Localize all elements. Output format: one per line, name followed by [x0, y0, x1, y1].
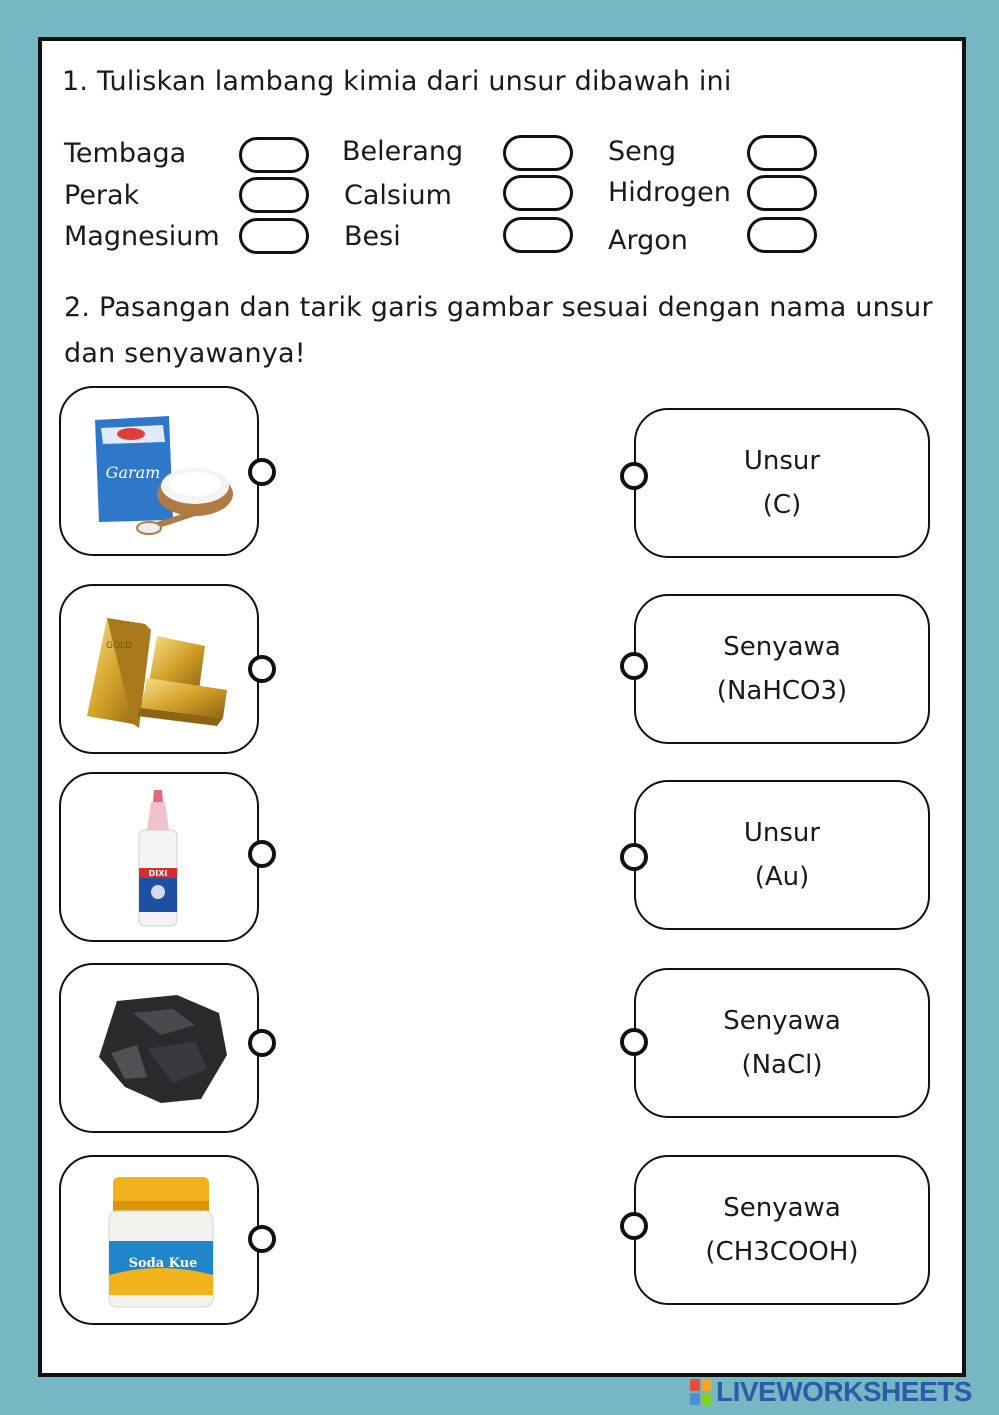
liveworksheets-brand[interactable]: [690, 1376, 972, 1408]
connector-right-1[interactable]: [620, 462, 648, 490]
picture-card-baking-soda: [59, 1155, 259, 1325]
element-label-hidrogen: Hidrogen: [608, 177, 731, 208]
connector-right-5[interactable]: [620, 1212, 648, 1240]
element-label-seng: Seng: [608, 136, 677, 167]
answer-card-type: Senyawa: [723, 1193, 841, 1223]
liveworksheets-logo-icon: [690, 1379, 712, 1405]
baking-soda-jar-icon: [77, 1171, 237, 1311]
answer-box-magnesium[interactable]: [239, 218, 309, 254]
answer-card-type: Senyawa: [723, 632, 841, 662]
answer-box-tembaga[interactable]: [239, 137, 309, 173]
answer-card-type: Unsur: [743, 446, 821, 476]
connector-left-1[interactable]: [248, 458, 276, 486]
element-label-tembaga: Tembaga: [64, 138, 187, 169]
element-label-magnesium: Magnesium: [64, 221, 220, 252]
connector-left-3[interactable]: [248, 840, 276, 868]
picture-card-charcoal: [59, 963, 259, 1133]
vinegar-label-text: DIXI: [148, 869, 168, 878]
answer-card-4: [634, 968, 930, 1118]
connector-right-4[interactable]: [620, 1028, 648, 1056]
connector-left-2[interactable]: [248, 655, 276, 683]
answer-card-type: Unsur: [743, 818, 821, 848]
connector-left-4[interactable]: [248, 1029, 276, 1057]
answer-card-2: [634, 594, 930, 744]
salt-package-icon: [77, 402, 237, 542]
question-2-title-line2: dan senyawanya!: [64, 338, 306, 369]
answer-card-formula: (CH3COOH): [705, 1237, 859, 1267]
picture-card-salt: [59, 386, 259, 556]
answer-box-seng[interactable]: [747, 135, 817, 171]
answer-card-formula: (NaCl): [741, 1050, 823, 1080]
answer-card-formula: (NaHCO3): [716, 676, 848, 706]
connector-right-2[interactable]: [620, 652, 648, 680]
answer-card-formula: (C): [762, 490, 802, 520]
gold-bars-icon: [77, 600, 237, 740]
element-label-belerang: Belerang: [342, 136, 464, 167]
answer-box-besi[interactable]: [503, 217, 573, 253]
answer-box-perak[interactable]: [239, 177, 309, 213]
answer-card-type: Senyawa: [723, 1006, 841, 1036]
answer-box-argon[interactable]: [747, 217, 817, 253]
answer-card-formula: (Au): [754, 862, 810, 892]
gold-bar-text: GOLD: [105, 641, 133, 651]
answer-card-3: [634, 780, 930, 930]
connector-left-5[interactable]: [248, 1225, 276, 1253]
question-2-title-line1: 2. Pasangan dan tarik garis gambar sesuai dengan nama unsur: [64, 292, 933, 323]
picture-card-gold: [59, 584, 259, 754]
answer-box-hidrogen[interactable]: [747, 175, 817, 211]
connector-right-3[interactable]: [620, 843, 648, 871]
element-label-perak: Perak: [64, 180, 140, 211]
salt-package-text: Garam: [105, 463, 161, 482]
element-label-argon: Argon: [608, 225, 688, 256]
answer-box-belerang[interactable]: [503, 135, 573, 171]
question-1-title: 1. Tuliskan lambang kimia dari unsur dibawah ini: [62, 66, 732, 97]
charcoal-icon: [77, 979, 237, 1119]
baking-soda-label-text: Soda Kue: [128, 1256, 198, 1271]
answer-box-calsium[interactable]: [503, 175, 573, 211]
brand-name: LIVEWORKSHEETS: [716, 1376, 972, 1407]
answer-card-5: [634, 1155, 930, 1305]
picture-card-vinegar: [59, 772, 259, 942]
element-label-besi: Besi: [344, 221, 401, 252]
element-label-calsium: Calsium: [344, 180, 452, 211]
answer-card-1: [634, 408, 930, 558]
vinegar-bottle-icon: [77, 788, 237, 928]
